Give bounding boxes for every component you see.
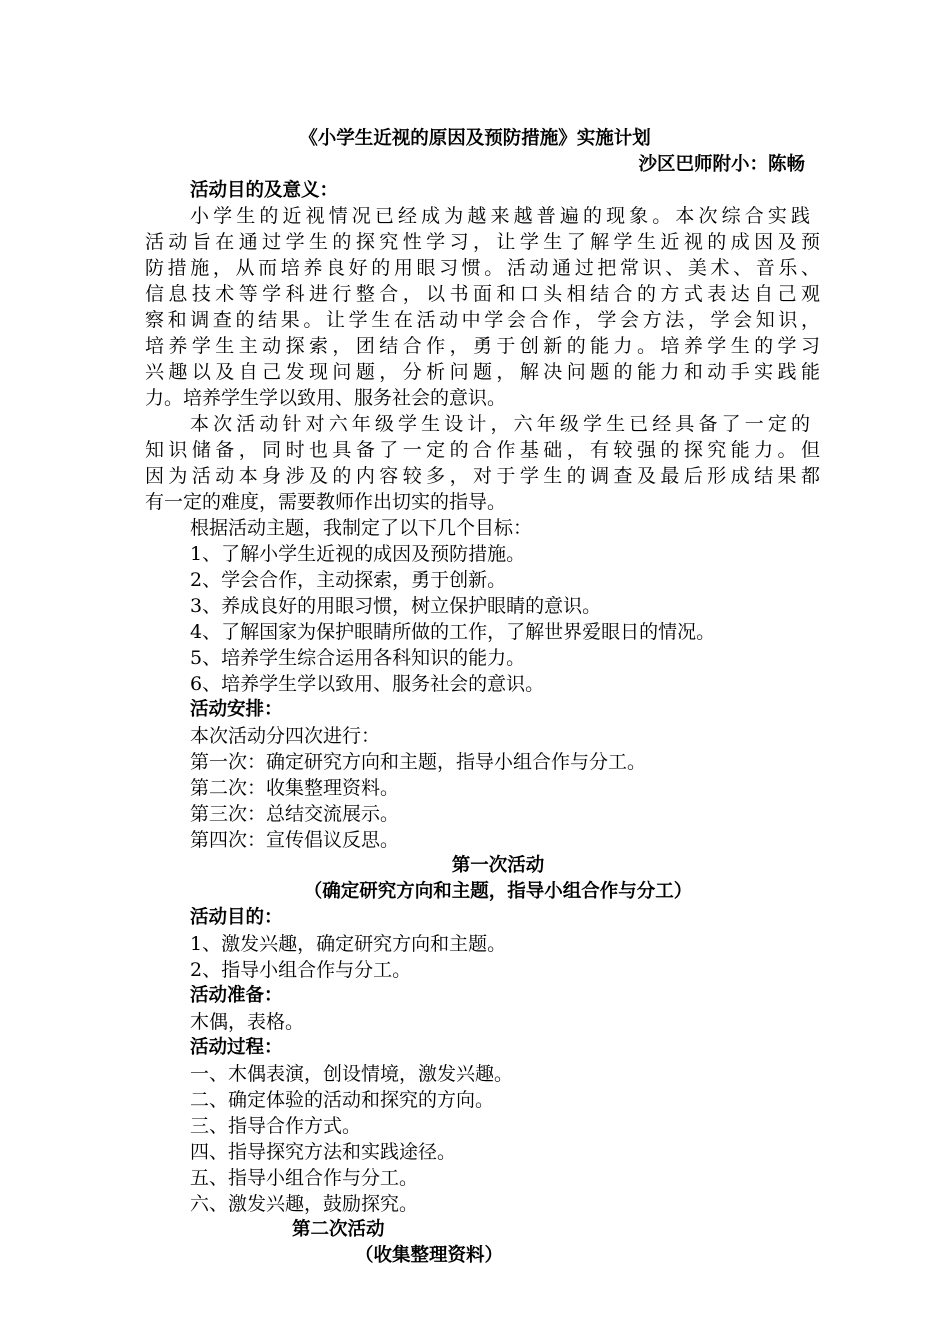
goal-item: 6、培养学生学以致用、服务社会的意识。 bbox=[190, 673, 545, 695]
activity1-process-item: 四、指导探究方法和实践途径。 bbox=[190, 1141, 457, 1163]
schedule-item: 第一次：确定研究方向和主题，指导小组合作与分工。 bbox=[190, 751, 647, 773]
activity1-process-item: 三、指导合作方式。 bbox=[190, 1115, 362, 1137]
paragraph-line: 有一定的难度，需要教师作出切实的指导。 bbox=[145, 491, 507, 513]
schedule-item: 第二次：收集整理资料。 bbox=[190, 777, 400, 799]
paragraph-line: 小学生的近视情况已经成为越来越普遍的现象。本次综合实践 bbox=[190, 205, 810, 227]
goal-item: 4、了解国家为保护眼睛所做的工作，了解世界爱眼日的情况。 bbox=[190, 621, 716, 643]
paragraph-line: 本次活动针对六年级学生设计，六年级学生已经具备了一定的 bbox=[190, 413, 810, 435]
goal-item: 2、学会合作，主动探索，勇于创新。 bbox=[190, 569, 507, 591]
goal-item: 1、了解小学生近视的成因及预防措施。 bbox=[190, 543, 526, 565]
activity2-title: 第二次活动 bbox=[292, 1219, 385, 1240]
paragraph-line: 防措施，从而培养良好的用眼习惯。活动通过把常识、美术、音乐、 bbox=[145, 257, 820, 279]
paragraph-line: 因为活动本身涉及的内容较多，对于学生的调查及最后形成结果都 bbox=[145, 465, 820, 487]
section-heading-purpose: 活动目的及意义： bbox=[190, 180, 339, 201]
paragraph-line: 活动旨在通过学生的探究性学习，让学生了解学生近视的成因及预 bbox=[145, 231, 820, 253]
activity1-title: 第一次活动 bbox=[451, 855, 545, 876]
paragraph-line: 兴趣以及自己发现问题，分析问题，解决问题的能力和动手实践能 bbox=[145, 361, 820, 383]
activity1-process-item: 五、指导小组合作与分工。 bbox=[190, 1167, 419, 1189]
activity1-process-heading: 活动过程： bbox=[190, 1037, 283, 1058]
paragraph-line: 知识储备，同时也具备了一定的合作基础，有较强的探究能力。但 bbox=[145, 439, 820, 461]
paragraph-line: 培养学生主动探索，团结合作，勇于创新的能力。培养学生的学习 bbox=[145, 335, 820, 357]
document-title: 《小学生近视的原因及预防措施》实施计划 bbox=[299, 128, 651, 149]
activity1-process-item: 二、确定体验的活动和探究的方向。 bbox=[190, 1089, 495, 1111]
author-line: 沙区巴师附小：陈畅 bbox=[638, 154, 805, 175]
schedule-item: 第四次：宣传倡议反思。 bbox=[190, 829, 400, 851]
section-heading-schedule: 活动安排： bbox=[190, 699, 283, 720]
goal-item: 5、培养学生综合运用各科知识的能力。 bbox=[190, 647, 526, 669]
activity1-purpose-item: 1、激发兴趣，确定研究方向和主题。 bbox=[190, 933, 507, 955]
paragraph-line: 察和调查的结果。让学生在活动中学会合作，学会方法，学会知识， bbox=[145, 309, 820, 331]
activity1-subtitle: （确定研究方向和主题，指导小组合作与分工） bbox=[303, 881, 693, 902]
activity1-purpose-heading: 活动目的： bbox=[190, 907, 283, 928]
activity2-subtitle: （收集整理资料） bbox=[355, 1245, 504, 1266]
paragraph-line: 力。培养学生学以致用、服务社会的意识。 bbox=[145, 387, 507, 409]
paragraph-line: 信息技术等学科进行整合，以书面和口头相结合的方式表达自己观 bbox=[145, 283, 820, 305]
activity1-process-item: 六、激发兴趣，鼓励探究。 bbox=[190, 1193, 419, 1215]
goal-item: 3、养成良好的用眼习惯，树立保护眼睛的意识。 bbox=[190, 595, 602, 617]
activity1-process-item: 一、木偶表演，创设情境，激发兴趣。 bbox=[190, 1063, 514, 1085]
schedule-intro: 本次活动分四次进行： bbox=[190, 725, 381, 747]
activity1-prep-heading: 活动准备： bbox=[190, 985, 283, 1006]
goals-intro: 根据活动主题，我制定了以下几个目标： bbox=[190, 517, 533, 539]
activity1-prep: 木偶，表格。 bbox=[190, 1011, 305, 1033]
schedule-item: 第三次：总结交流展示。 bbox=[190, 803, 400, 825]
activity1-purpose-item: 2、指导小组合作与分工。 bbox=[190, 959, 412, 981]
